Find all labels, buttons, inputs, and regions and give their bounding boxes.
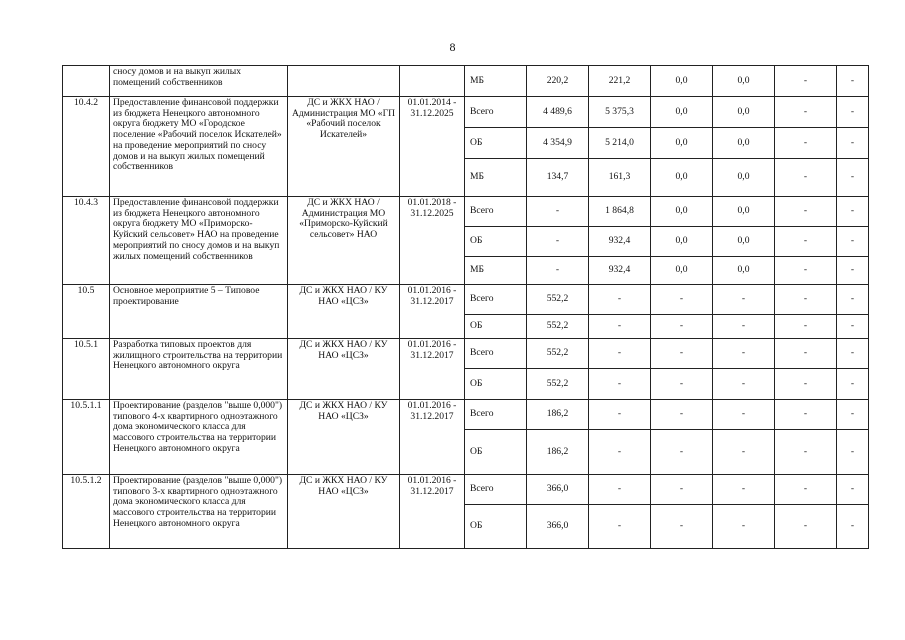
funding-value: - [527, 257, 589, 285]
funding-value: - [713, 400, 775, 430]
funding-value: - [589, 339, 651, 369]
funding-value: - [837, 475, 869, 505]
funding-value: 0,0 [713, 66, 775, 97]
funding-value: - [589, 400, 651, 430]
funding-value: 0,0 [651, 159, 713, 197]
funding-source: МБ [465, 66, 527, 97]
table-row [63, 97, 869, 128]
funding-value: - [837, 197, 869, 227]
funding-value: - [775, 430, 837, 475]
table-row [63, 66, 869, 97]
row-term: 01.01.2016 - 31.12.2017 [400, 475, 465, 549]
funding-value: - [589, 315, 651, 339]
funding-value: - [527, 227, 589, 257]
row-code [63, 66, 110, 97]
funding-value: - [589, 369, 651, 400]
funding-value: 134,7 [527, 159, 589, 197]
funding-source: Всего [465, 197, 527, 227]
funding-value: - [713, 315, 775, 339]
funding-value: 1 864,8 [589, 197, 651, 227]
funding-value: - [651, 315, 713, 339]
funding-source: ОБ [465, 369, 527, 400]
funding-source: ОБ [465, 505, 527, 549]
funding-value: - [651, 430, 713, 475]
funding-value: 552,2 [527, 315, 589, 339]
funding-value: - [651, 285, 713, 315]
row-executor: ДС и ЖКХ НАО / КУ НАО «ЦСЗ» [288, 400, 400, 475]
funding-value: - [775, 475, 837, 505]
funding-value: - [775, 66, 837, 97]
funding-value: 366,0 [527, 475, 589, 505]
funding-source: МБ [465, 159, 527, 197]
table-row [63, 339, 869, 369]
funding-value: - [651, 369, 713, 400]
table-row [63, 285, 869, 315]
funding-value: 0,0 [713, 257, 775, 285]
funding-value: - [713, 505, 775, 549]
funding-value: - [775, 197, 837, 227]
table-row [63, 475, 869, 505]
funding-source: Всего [465, 339, 527, 369]
funding-value: - [713, 369, 775, 400]
funding-value: 0,0 [651, 66, 713, 97]
funding-value: - [837, 97, 869, 128]
funding-value: - [775, 315, 837, 339]
row-term: 01.01.2016 - 31.12.2017 [400, 339, 465, 400]
row-code: 10.4.3 [63, 197, 110, 285]
funding-source: ОБ [465, 128, 527, 159]
funding-value: - [837, 369, 869, 400]
row-term: 01.01.2016 - 31.12.2017 [400, 400, 465, 475]
funding-value: - [775, 97, 837, 128]
funding-value: 186,2 [527, 400, 589, 430]
funding-value: 0,0 [713, 197, 775, 227]
funding-value: - [837, 315, 869, 339]
row-name: Предоставление финансовой поддержки из бюджета Ненецкого автономного округа бюджету МО «Приморско-Куйский сельсовет» НАО на проведение мероприятий по сносу домов и на выкуп жилых помещений собственников [110, 197, 288, 285]
funding-value: 5 375,3 [589, 97, 651, 128]
funding-value: 0,0 [651, 257, 713, 285]
funding-source: Всего [465, 400, 527, 430]
table-body [63, 66, 869, 549]
funding-value: - [775, 159, 837, 197]
row-name: Разработка типовых проектов для жилищного строительства на территории Ненецкого автономного округа [110, 339, 288, 400]
funding-value: - [775, 505, 837, 549]
funding-source: МБ [465, 257, 527, 285]
row-name: Предоставление финансовой поддержки из бюджета Ненецкого автономного округа бюджету МО «Городское поселение «Рабочий поселок Искателей» на проведение мероприятий по сносу домов и на выкуп жилых помещений собственников [110, 97, 288, 197]
funding-value: 366,0 [527, 505, 589, 549]
row-code: 10.5.1.1 [63, 400, 110, 475]
funding-value: - [837, 159, 869, 197]
funding-source: ОБ [465, 315, 527, 339]
row-name: Основное мероприятие 5 – Типовое проектирование [110, 285, 288, 339]
funding-value: - [837, 430, 869, 475]
row-code: 10.5.1 [63, 339, 110, 400]
row-code: 10.5.1.2 [63, 475, 110, 549]
row-name: сносу домов и на выкуп жилых помещений собственников [110, 66, 288, 97]
funding-value: - [837, 505, 869, 549]
row-term: 01.01.2014 - 31.12.2025 [400, 97, 465, 197]
funding-value: 221,2 [589, 66, 651, 97]
funding-value: - [713, 430, 775, 475]
funding-value: - [589, 475, 651, 505]
funding-value: 0,0 [651, 197, 713, 227]
funding-value: - [589, 505, 651, 549]
funding-value: 0,0 [713, 227, 775, 257]
funding-value: 220,2 [527, 66, 589, 97]
funding-value: - [837, 285, 869, 315]
funding-value: 0,0 [651, 227, 713, 257]
funding-value: - [651, 339, 713, 369]
funding-value: 161,3 [589, 159, 651, 197]
funding-value: - [775, 339, 837, 369]
row-code: 10.4.2 [63, 97, 110, 197]
funding-table [62, 65, 869, 549]
funding-source: Всего [465, 285, 527, 315]
funding-value: - [589, 285, 651, 315]
funding-source: ОБ [465, 227, 527, 257]
funding-value: 4 354,9 [527, 128, 589, 159]
funding-value: - [775, 285, 837, 315]
table-row [63, 400, 869, 430]
funding-value: 0,0 [713, 128, 775, 159]
funding-value: - [713, 339, 775, 369]
funding-value: - [837, 339, 869, 369]
funding-source: Всего [465, 97, 527, 128]
funding-value: - [837, 66, 869, 97]
funding-value: - [651, 400, 713, 430]
funding-value: 0,0 [651, 128, 713, 159]
row-term [400, 66, 465, 97]
row-executor: ДС и ЖКХ НАО / Администрация МО «ГП «Рабочий поселок Искателей» [288, 97, 400, 197]
funding-value: 4 489,6 [527, 97, 589, 128]
row-executor: ДС и ЖКХ НАО / КУ НАО «ЦСЗ» [288, 285, 400, 339]
page-number: 8 [449, 40, 456, 54]
funding-value: - [651, 475, 713, 505]
funding-value: 0,0 [651, 97, 713, 128]
funding-value: 552,2 [527, 369, 589, 400]
funding-value: - [775, 227, 837, 257]
funding-value: - [775, 369, 837, 400]
funding-value: 0,0 [713, 159, 775, 197]
funding-value: - [775, 400, 837, 430]
row-name: Проектирование (разделов "выше 0,000") типового 4-х квартирного одноэтажного дома экономического класса для массового строительства на территории Ненецкого автономного округа [110, 400, 288, 475]
row-term: 01.01.2018 - 31.12.2025 [400, 197, 465, 285]
funding-value: - [837, 400, 869, 430]
funding-value: 932,4 [589, 257, 651, 285]
funding-value: 186,2 [527, 430, 589, 475]
row-name: Проектирование (разделов "выше 0,000") типового 3-х квартирного одноэтажного дома экономического класса для массового строительства на территории Ненецкого автономного округа [110, 475, 288, 549]
funding-value: - [775, 128, 837, 159]
funding-value: - [713, 475, 775, 505]
funding-value: 0,0 [713, 97, 775, 128]
funding-value: - [837, 227, 869, 257]
row-executor: ДС и ЖКХ НАО / КУ НАО «ЦСЗ» [288, 475, 400, 549]
row-executor [288, 66, 400, 97]
row-code: 10.5 [63, 285, 110, 339]
funding-value: - [713, 285, 775, 315]
funding-source: Всего [465, 475, 527, 505]
funding-source: ОБ [465, 430, 527, 475]
funding-value: - [837, 257, 869, 285]
funding-value: 552,2 [527, 285, 589, 315]
funding-value: - [589, 430, 651, 475]
funding-value: 932,4 [589, 227, 651, 257]
funding-value: - [651, 505, 713, 549]
funding-value: - [837, 128, 869, 159]
funding-value: 552,2 [527, 339, 589, 369]
row-executor: ДС и ЖКХ НАО / Администрация МО «Приморско-Куйский сельсовет» НАО [288, 197, 400, 285]
funding-value: - [527, 197, 589, 227]
funding-value: - [775, 257, 837, 285]
row-executor: ДС и ЖКХ НАО / КУ НАО «ЦСЗ» [288, 339, 400, 400]
funding-value: 5 214,0 [589, 128, 651, 159]
row-term: 01.01.2016 - 31.12.2017 [400, 285, 465, 339]
table-row [63, 197, 869, 227]
